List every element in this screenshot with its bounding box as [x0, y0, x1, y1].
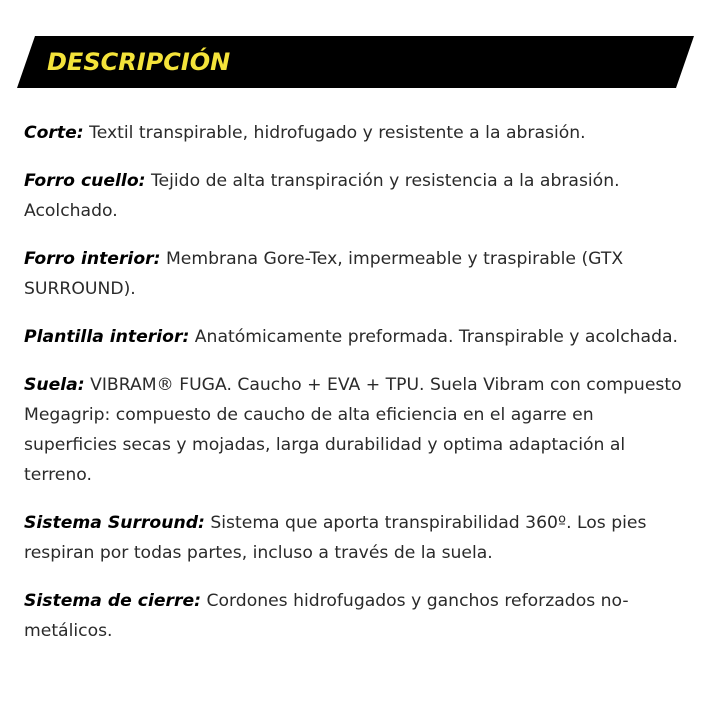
spec-text: VIBRAM® FUGA. Caucho + EVA + TPU. Suela Vibram con compuesto Megagrip: compuesto de caucho de alta eficiencia en el agarre en superficies secas y mojadas, larga durabilidad y optima adaptación al terreno. — [24, 375, 682, 485]
spec-item-suela — [24, 370, 684, 490]
spec-colon: : — [182, 327, 190, 347]
spec-text: Textil transpirable, hidrofugado y resistente a la abrasión. — [89, 123, 586, 143]
spec-label: Sistema Surround — [24, 513, 199, 533]
spec-colon: : — [198, 513, 205, 533]
spec-item-plantilla-interior — [24, 322, 684, 352]
spec-text: Cordones hidrofugados y ganchos reforzados no-metálicos. — [24, 591, 629, 641]
spec-item-sistema-cierre — [24, 586, 684, 646]
spec-text: Anatómicamente preformada. Transpirable y acolchada. — [194, 327, 678, 347]
spec-colon: : — [76, 123, 84, 143]
spec-label: Sistema de cierre — [24, 591, 195, 611]
spec-item-sistema-surround — [24, 508, 684, 568]
spec-text: Sistema que aporta transpirabilidad 360º. Los pies respiran por todas partes, incluso a través de la suela. — [24, 513, 647, 563]
spec-colon: : — [138, 171, 146, 191]
spec-item-corte — [24, 118, 684, 148]
spec-label: Suela — [24, 375, 78, 395]
spec-colon: : — [153, 249, 161, 269]
spec-label: Forro cuello — [24, 171, 139, 191]
spec-item-forro-interior — [24, 244, 684, 304]
section-title: DESCRIPCIÓN — [47, 48, 231, 76]
spec-list — [24, 118, 684, 664]
spec-colon: : — [77, 375, 85, 395]
spec-item-forro-cuello — [24, 166, 684, 226]
spec-text: Membrana Gore-Tex, impermeable y traspirable (GTX SURROUND). — [24, 249, 624, 299]
spec-label: Corte — [24, 123, 77, 143]
section-banner — [17, 36, 694, 88]
spec-text: Tejido de alta transpiración y resistencia a la abrasión. Acolchado. — [24, 171, 620, 221]
spec-label: Plantilla interior — [24, 327, 183, 347]
spec-colon: : — [194, 591, 202, 611]
spec-label: Forro interior — [24, 249, 154, 269]
